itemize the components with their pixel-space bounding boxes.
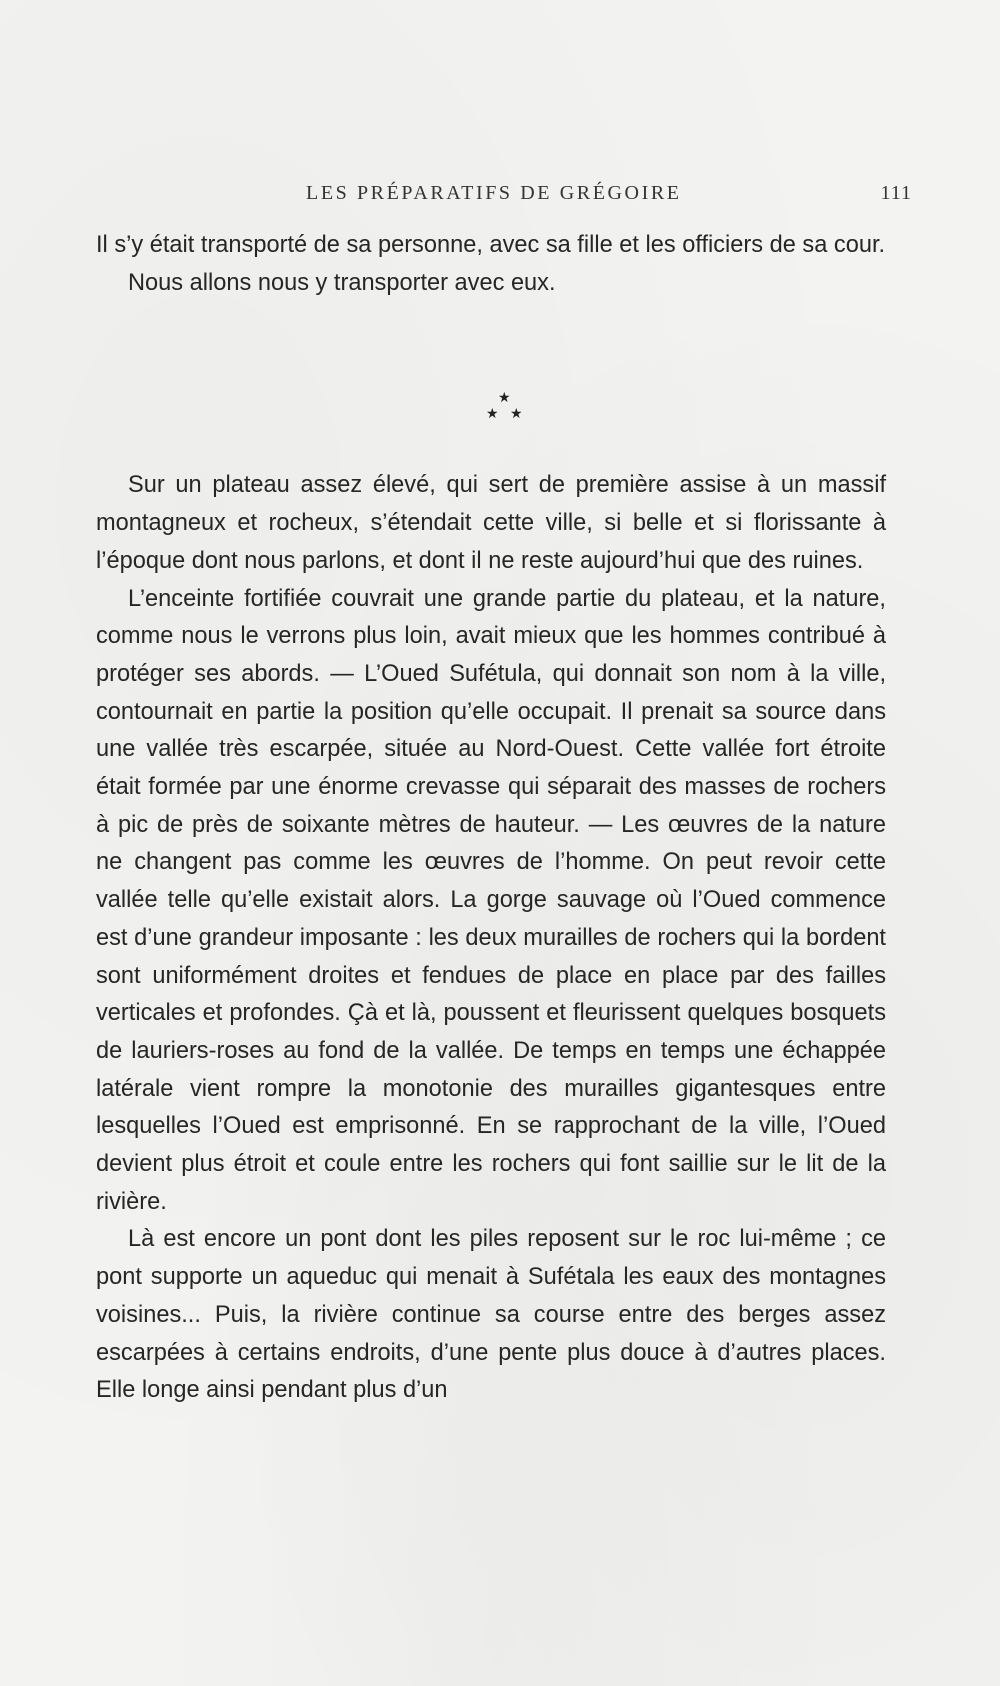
paragraph-3: Sur un plateau assez élevé, qui sert de première assise à un massif montagneux et rocheux, s’étendait cette ville, si belle et si florissante à l’époque dont nous parlons, et dont il ne reste aujourd’hui que des ruines. xyxy=(96,472,886,574)
paragraph-1: Il s’y était transporté de sa personne, avec sa fille et les officiers de sa cour. xyxy=(96,232,886,258)
paragraph-4: L’enceinte fortifiée couvrait une grande partie du plateau, et la nature, comme nous le verrons plus loin, avait mieux que les hommes contribué à protéger ses abords. — L’Oued Sufétula, qui donnait son nom à la ville, contournait en partie la position qu’elle occupait. Il prenait sa source dans une vallée très escarpée, située au Nord-Ouest. Cette vallée fort étroite était formée par une énorme crevasse qui séparait des masses de rochers à pic de près de soixante mètres de hauteur. — Les œuvres de la nature ne changent pas comme les œuvres de l’homme. On peut revoir cette vallée telle qu’elle existait alors. La gorge sauvage où l’Oued commence est d’une grandeur imposante : les deux murailles de rochers qui la bordent sont uniformément droites et fendues de place en place par des failles verticales et profondes. Çà et là, poussent et fleurissent quelques bosquets de lauriers-roses au fond de la vallée. De temps en temps une échappée latérale vient rompre la monotonie des murailles gigantesques entre lesquelles l’Oued est emprisonné. En se rapprochant de la ville, l’Oued devient plus étroit et coule entre les rochers qui font saillie sur le lit de la rivière. xyxy=(96,585,886,1215)
paragraph-2: Nous allons nous y transporter avec eux. xyxy=(128,269,556,296)
paragraph-5: Là est encore un pont dont les piles reposent sur le roc lui-même ; ce pont supporte un aqueduc qui menait à Sufétala les eaux des montagnes voisines... Puis, la rivière continue sa course entre des berges assez escarpées à certains endroits, d’une pente plus douce à d’autres places. Elle longe ainsi pendant plus d’un xyxy=(96,1226,886,1404)
body-text xyxy=(96,227,886,1410)
asterism-star-icon: ★ xyxy=(486,405,499,422)
section-break-asterism xyxy=(96,302,886,467)
asterism-star-icon: ★ xyxy=(510,405,523,422)
running-header xyxy=(128,182,912,214)
running-title: LES PRÉPARATIFS DE GRÉGOIRE xyxy=(306,182,682,204)
page-number: 111 xyxy=(880,182,912,204)
asterism-star-icon: ★ xyxy=(498,389,511,406)
